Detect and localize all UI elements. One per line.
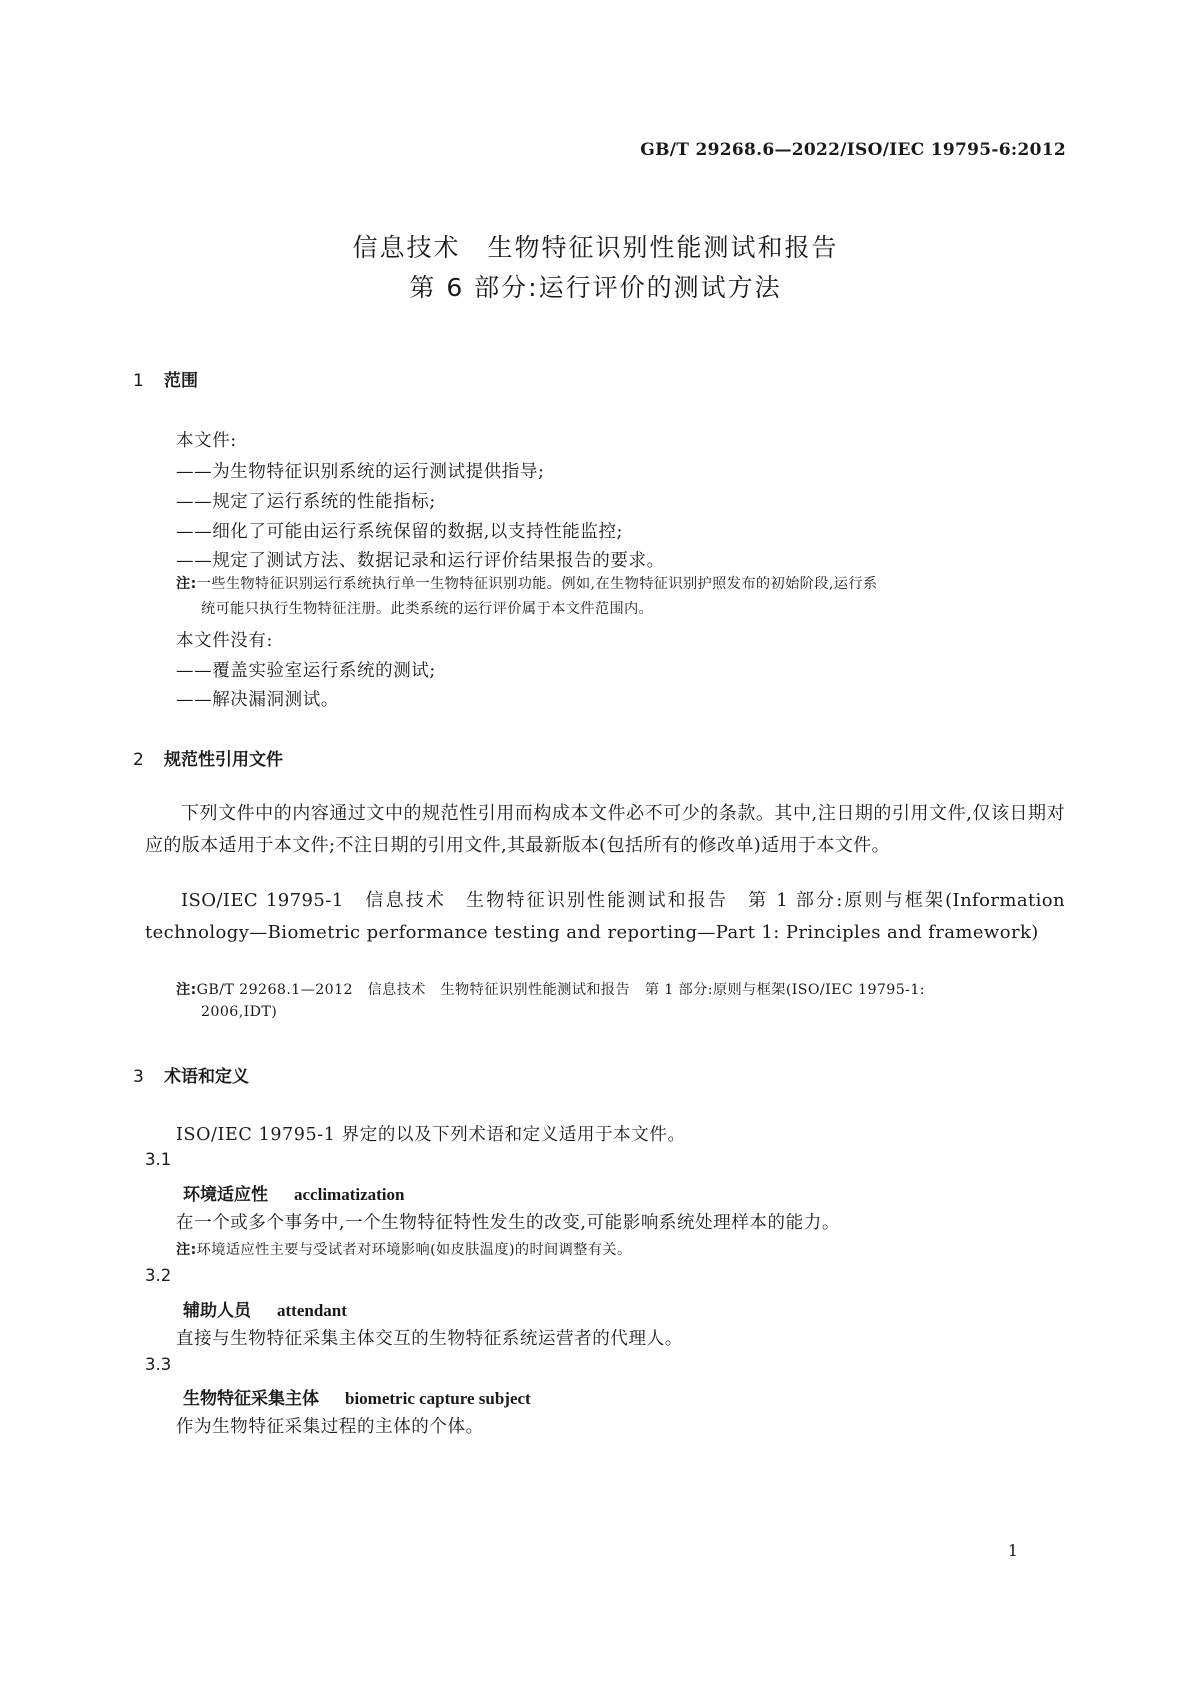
note-text: 环境适应性主要与受试者对环境影响(如皮肤温度)的时间调整有关。 — [196, 1242, 632, 1258]
exclusion-intro: 本文件没有: — [176, 631, 273, 651]
term-number: 3.3 — [145, 1355, 172, 1374]
term-definition: 直接与生物特征采集主体交互的生物特征系统运营者的代理人。 — [176, 1329, 683, 1349]
section-number: 3 — [133, 1067, 144, 1087]
note-label: 注: — [176, 576, 197, 592]
scope-intro: 本文件: — [176, 431, 237, 451]
scope-note-continued: 统可能只执行生物特征注册。此类系统的运行评价属于本文件范围内。 — [201, 601, 654, 617]
term-english: acclimatization — [294, 1185, 405, 1204]
document-title-line1: 信息技术 生物特征识别性能测试和报告 — [352, 233, 839, 262]
term-chinese: 环境适应性 — [183, 1185, 268, 1205]
reference-note-continued: 2006,IDT) — [201, 1004, 278, 1020]
section-1-heading — [133, 366, 198, 391]
scope-item: ——规定了运行系统的性能指标; — [176, 492, 436, 512]
reference-note — [176, 979, 925, 999]
scope-item: ——为生物特征识别系统的运行测试提供指导; — [176, 462, 545, 482]
scope-item: ——细化了可能由运行系统保留的数据,以支持性能监控; — [176, 522, 624, 542]
section-number: 2 — [133, 750, 144, 770]
term-chinese: 辅助人员 — [183, 1301, 251, 1321]
note-text: 一些生物特征识别运行系统执行单一生物特征识别功能。例如,在生物特征识别护照发布的初始阶段,运行系 — [196, 576, 878, 592]
scope-item: ——规定了测试方法、数据记录和运行评价结果报告的要求。 — [176, 551, 665, 571]
term-heading — [183, 1384, 531, 1409]
term-definition: 作为生物特征采集过程的主体的个体。 — [176, 1417, 484, 1437]
note-label: 注: — [176, 1242, 197, 1258]
term-number: 3.2 — [145, 1266, 172, 1285]
exclusion-item: ——覆盖实验室运行系统的测试; — [176, 661, 436, 681]
scope-note — [176, 573, 878, 593]
term-heading — [183, 1296, 347, 1321]
term-number: 3.1 — [145, 1150, 172, 1169]
section-2-heading — [133, 745, 283, 770]
normative-references-paragraph: 下列文件中的内容通过文中的规范性引用而构成本文件必不可少的条款。其中,注日期的引用文件,仅该日期对应的版本适用于本文件;不注日期的引用文件,其最新版本(包括所有的修改单)适用于本文件。 — [145, 803, 1065, 856]
term-english: biometric capture subject — [345, 1389, 531, 1408]
section-number: 1 — [133, 371, 144, 391]
terms-intro: ISO/IEC 19795-1 界定的以及下列术语和定义适用于本文件。 — [176, 1125, 686, 1145]
document-title-line2: 第 6 部分:运行评价的测试方法 — [409, 273, 782, 302]
standard-number: GB/T 29268.6—2022/ISO/IEC 19795-6:2012 — [640, 140, 1066, 160]
term-heading — [183, 1180, 404, 1205]
section-3-heading — [133, 1062, 249, 1087]
exclusion-item: ——解决漏洞测试。 — [176, 690, 339, 710]
note-text: GB/T 29268.1—2012 信息技术 生物特征识别性能测试和报告 第 1 部分:原则与框架(ISO/IEC 19795-1: — [196, 982, 925, 998]
section-title: 范围 — [164, 371, 198, 391]
reference-entry: ISO/IEC 19795-1 信息技术 生物特征识别性能测试和报告 第 1 部分:原则与框架(Information technology—Biometric performance testing and reporting—Part 1: Principles and framework) — [145, 890, 1065, 943]
term-definition: 在一个或多个事务中,一个生物特征特性发生的改变,可能影响系统处理样本的能力。 — [176, 1213, 840, 1233]
section-title: 规范性引用文件 — [164, 750, 283, 770]
term-chinese: 生物特征采集主体 — [183, 1389, 319, 1409]
term-english: attendant — [277, 1301, 347, 1320]
note-label: 注: — [176, 982, 197, 998]
section-title: 术语和定义 — [164, 1067, 249, 1087]
page-number: 1 — [1007, 1541, 1018, 1560]
term-note — [176, 1239, 632, 1259]
